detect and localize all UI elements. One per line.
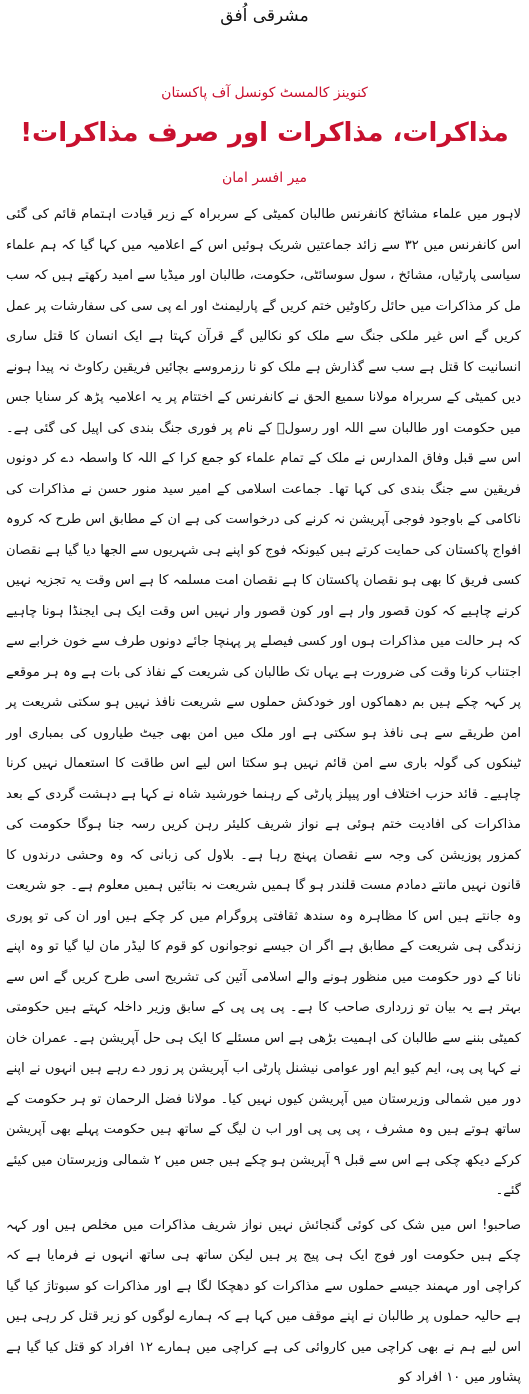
author-byline: میر افسر امان: [221, 170, 308, 186]
article-headline: مذاکرات، مذاکرات اور صرف مذاکرات!: [20, 118, 509, 148]
article-body: [6, 200, 521, 1394]
column-kicker: کنوینز کالمسٹ کونسل آف پاکستان: [161, 85, 368, 101]
article-paragraph: صاحبو! اس میں شک کی کوئی گنجائش نہیں نواز شریف مذاکرات میں مخلص ہیں اور کہہ چکے ہیں حکومت اور فوج ایک ہی پیج پر ہیں لیکن ساتھ ہی ساتھ انہوں نے فرمایا ہے کہ کراچی اور مہمند جیسے حملوں سے مذاکرات کو دھچکا لگا ہے اور مذاکرات کو سبوتاژ کیا گیا ہے حالیہ حملوں پر طالبان نے اپنے موقف میں کہا ہے کہ ہمارے لوگوں کو زیر قتل کر رہی ہیں اس لیے ہم نے بھی کراچی میں کاروائی کی ہے کراچی میں ہمارے ۱۲ افراد کو قتل کیا گیا ہے پشاور میں ۱۰ افراد کو: [6, 1217, 521, 1385]
article-paragraph: لاہور میں علماء مشائخ کانفرنس طالبان کمیٹی کے سربراہ کے زیر قیادت اہتمام قائم کی گئی اس کانفرنس میں ۳۲ سے زائد جماعتیں شریک ہوئیں اس کے اعلامیہ میں کہا گیا کہ ہم علماء سیاسی پارٹیاں، مشائخ ، سول سوسائٹی، حکومت، طالبان اور میڈیا سے امید رکھتے ہیں کہ سب مل کر مذاکرات میں حائل رکاوٹیں ختم کریں گے پارلیمنٹ اور اے پی سی کی سفارشات پر عمل کریں گے اس غیر ملکی جنگ سے ملک کو نکالیں گے قرآن کہتا ہے ایک انسان کا قتل ساری انسانیت کا قتل ہے سب سے گذارش ہے ملک کو نا رزمروسے بچائیں فریقین رکاوٹ نہ پیدا ہونے دیں کمیٹی کے سربراہ مولانا سمیع الحق نے کانفرنس کے اختتام پر یہ اعلامیہ پڑھ کر سنایا جس میں حکومت اور طالبان سے اللہ اور رسولؐ کے نام پر فوری جنگ بندی کی اپیل کی گئی ہے۔ اس سے قبل وفاق المدارس نے ملک کے تمام علماء کو جمع کرا کے اللہ کا واسطہ دے کر دونوں فریقین سے جنگ بندی کی کہا تھا۔ جماعت اسلامی کے امیر سید منور حسن نے مذاکرات کی ناکامی کے باوجود فوجی آپریشن نہ کرنے کی درخواست کی ہے ان کے مطابق اس طرح کہ کروہ افواج پاکستان کی حمایت کرتے ہیں کیونکہ فوج کو اپنے ہی شہریوں سے الجھا دیا گیا ہے نقصان کسی فریق کا بھی ہو نقصان پاکستان کا ہے نقصان امت مسلمہ کا ہے اس وقت یہ تجزیہ نہیں کرنے چاہیے کہ کون قصور وار ہے اور کون قصور وار نہیں اس وقت ایک ہی ایجنڈا ہونا چاہیے کہ ہر حالت میں مذاکرات ہوں اور کسی فیصلے پر پہنچا جائے دونوں طرف سے خون خرابے سے اجتناب کرنا وقت کی ضرورت ہے یہاں تک طالبان کی شریعت کے نفاذ کی بات ہے وہ ہر موقعے پر کہہ چکے ہیں بم دھماکوں اور خودکش حملوں سے شریعت نافذ نہیں ہو سکتی شریعت پر امن طریقے سے ہی نافذ ہو سکتی ہے اور ملک میں امن بھی جیٹ طیاروں کی بمباری اور ٹینکوں کی گولہ باری سے امن قائم نہیں ہو سکتا اس لیے اس طاقت کا استعمال نہیں کرنا چاہیے۔ قائد حزب اختلاف اور پیپلز پارٹی کے رہنما خورشید شاہ نے کہا ہے دہشت گردی کے بعد مذاکرات کی افادیت ختم ہوئی ہے نواز شریف کلیئر رہن کریں رسہ جنا ہوگا حکومت کی کمزور پوزیشن کی وجہ سے نقصان پہنچ رہا ہے۔ بلاول کی زبانی کہ وہ وحشی درندوں کا قانون نہیں مانتے دمادم مست قلندر ہو گا ہمیں شریعت نہ بتائیں ہمیں معلوم ہے۔ جو شریعت وہ جانتے ہیں اس کا مظاہرہ وہ سندھ ثقافتی پروگرام میں کر چکے ہیں اور ان کی تو پوری زندگی ہی شریعت کے مطابق ہے اگر ان جیسے نوجوانوں کو قوم کا لیڈر مان لیا گیا تو وہ اپنے نانا کے دور حکومت میں منظور ہونے والے اسلامی آئین کی تشریح اسی طرح کریں گے اس سے بہتر ہے یہ بیان تو زرداری صاحب کا ہے۔ پی پی پی کے سابق وزیر داخلہ کہتے ہیں حکومتی کمیٹی بننے سے طالبان کی اہمیت بڑھی ہے اس مسئلے کا ایک ہی حل آپریشن ہے۔ عمران خان نے کہا پی پی، ایم کیو ایم اور عوامی نیشنل پارٹی اب آپریشن پر زور دے رہے ہیں انہوں نے اپنے دور میں شمالی وزیرستان میں آپریشن کیوں نہیں کیا۔ مولانا فضل الرحمان تو ہر حکومت کے ساتھ ہوتے ہیں وہ مشرف ، پی پی پی اور اب ن لیگ کے ساتھ ہیں حکومت پہلے بھی آپریشن کرکے دیکھ چکی ہے اس سے قبل ۹ آپریشن ہو چکے ہیں جس میں ۲ شمالی وزیرستان میں کیئے گئے۔: [6, 207, 522, 1198]
masthead-title: مشرقی اُفق: [220, 6, 309, 26]
